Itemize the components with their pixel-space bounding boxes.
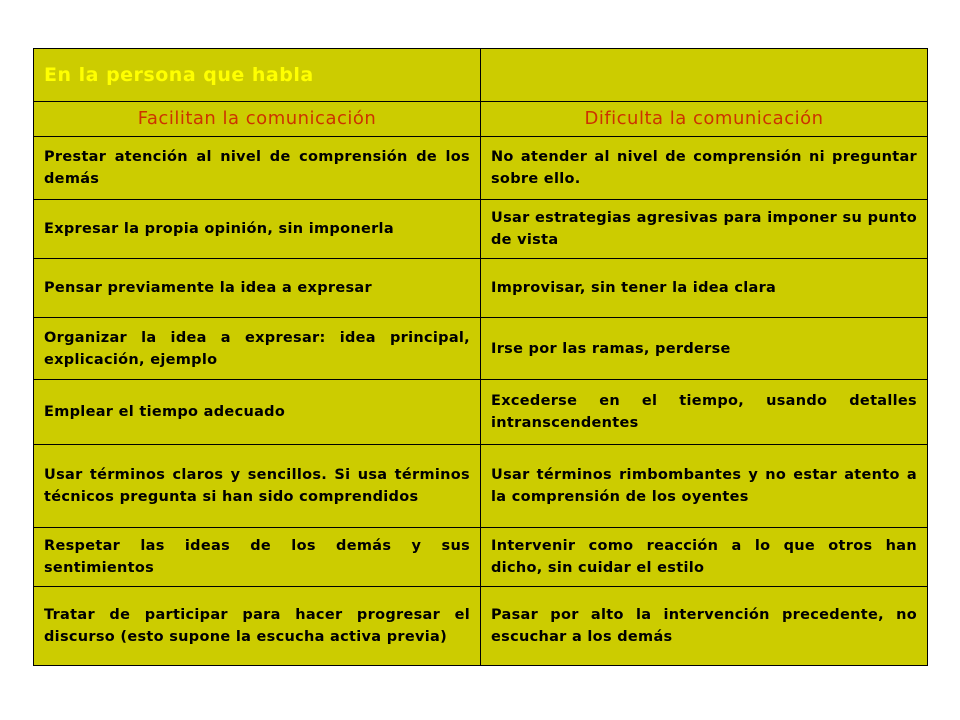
cell-facilitan: Tratar de participar para hacer progresar el discurso (esto supone la escucha activa previa) [34, 587, 481, 666]
table-row [34, 528, 928, 587]
cell-facilitan: Usar términos claros y sencillos. Si usa términos técnicos pregunta si han sido comprendidos [34, 445, 481, 528]
cell-dificulta: No atender al nivel de comprensión ni preguntar sobre ello. [481, 137, 928, 200]
table-row [34, 200, 928, 259]
table-row [34, 380, 928, 445]
cell-facilitan: Organizar la idea a expresar: idea principal, explicación, ejemplo [34, 318, 481, 380]
title-row [34, 49, 928, 102]
cell-dificulta: Excederse en el tiempo, usando detalles intranscendentes [481, 380, 928, 445]
cell-dificulta: Irse por las ramas, perderse [481, 318, 928, 380]
table-row [34, 587, 928, 666]
column-header-dificulta: Dificulta la comunicación [481, 102, 928, 137]
cell-dificulta: Improvisar, sin tener la idea clara [481, 259, 928, 318]
column-header-facilitan: Facilitan la comunicación [34, 102, 481, 137]
header-row [34, 102, 928, 137]
table-row [34, 318, 928, 380]
cell-facilitan: Expresar la propia opinión, sin imponerla [34, 200, 481, 259]
cell-facilitan: Prestar atención al nivel de comprensión de los demás [34, 137, 481, 200]
cell-dificulta: Usar estrategias agresivas para imponer su punto de vista [481, 200, 928, 259]
cell-dificulta: Intervenir como reacción a lo que otros han dicho, sin cuidar el estilo [481, 528, 928, 587]
table-title: En la persona que habla [34, 49, 481, 102]
cell-dificulta: Usar términos rimbombantes y no estar atento a la comprensión de los oyentes [481, 445, 928, 528]
table-row [34, 445, 928, 528]
table-title-empty-cell [481, 49, 928, 102]
communication-table [33, 48, 928, 666]
cell-facilitan: Respetar las ideas de los demás y sus sentimientos [34, 528, 481, 587]
cell-facilitan: Emplear el tiempo adecuado [34, 380, 481, 445]
table-row [34, 137, 928, 200]
table-row [34, 259, 928, 318]
cell-dificulta: Pasar por alto la intervención precedente, no escuchar a los demás [481, 587, 928, 666]
cell-facilitan: Pensar previamente la idea a expresar [34, 259, 481, 318]
